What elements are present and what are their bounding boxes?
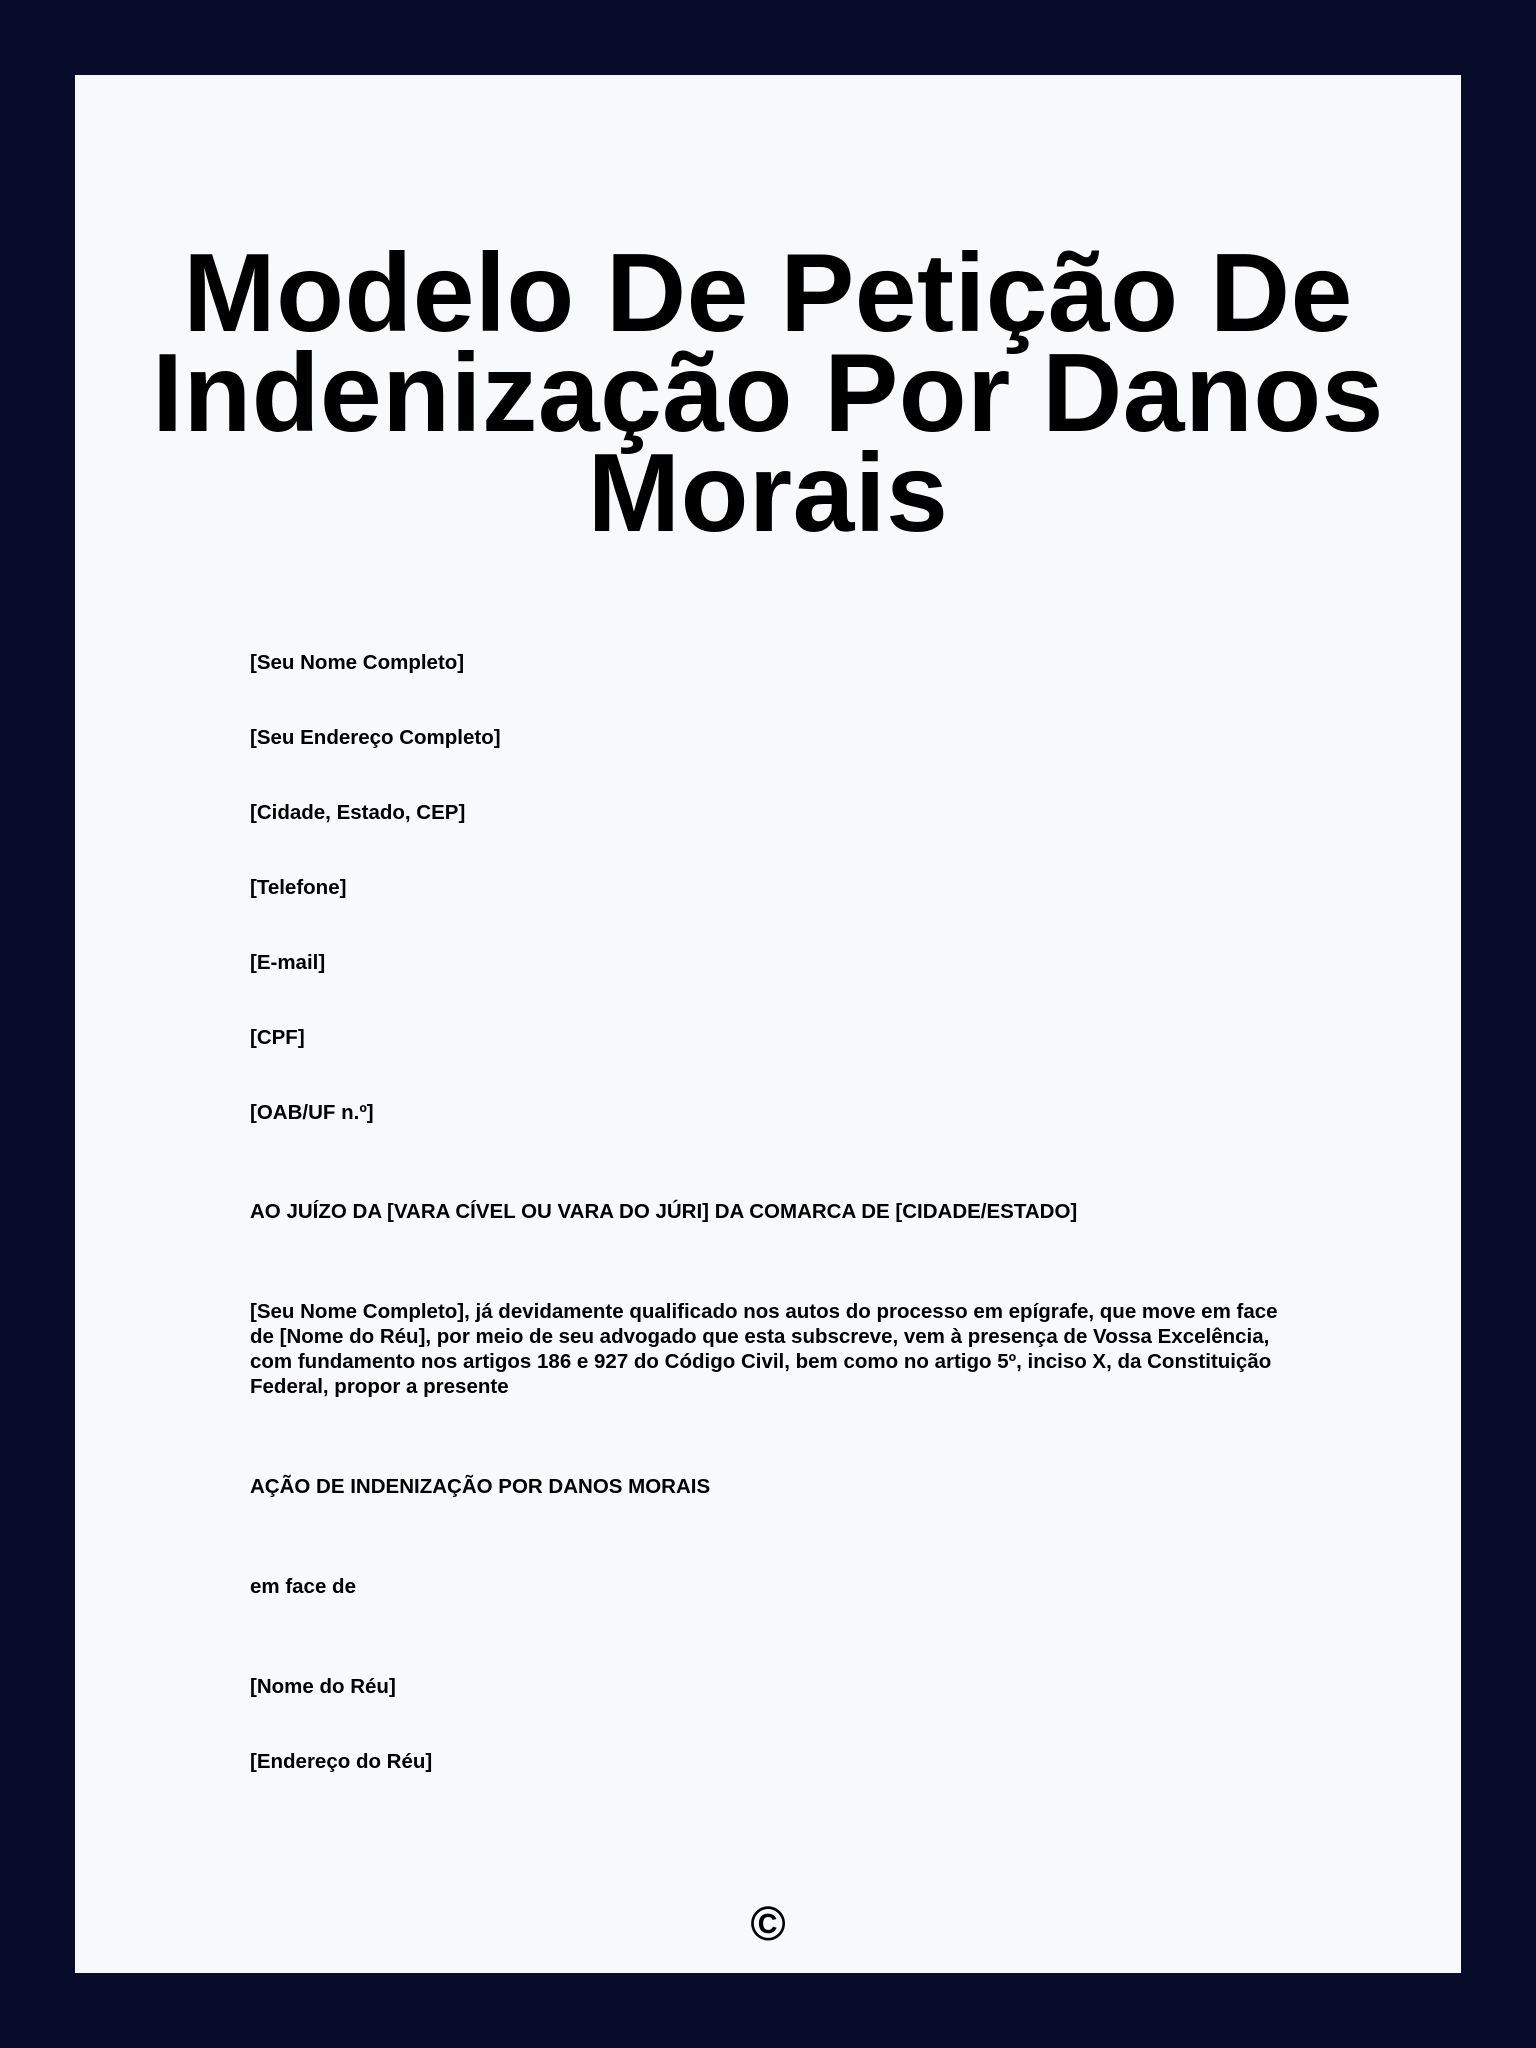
sender-cpf: [CPF] (250, 1026, 305, 1049)
copyright-icon: © (750, 1898, 786, 1951)
defendant-address: [Endereço do Réu] (250, 1750, 433, 1773)
sender-phone: [Telefone] (250, 876, 347, 899)
sender-address: [Seu Endereço Completo] (250, 726, 501, 749)
sender-city-state-zip: [Cidade, Estado, CEP] (250, 801, 466, 824)
action-title: AÇÃO DE INDENIZAÇÃO POR DANOS MORAIS (250, 1475, 711, 1498)
sender-name: [Seu Nome Completo] (250, 651, 465, 674)
document-page (75, 75, 1461, 1973)
document-title: Modelo De Petição De Indenização Por Danos Morais (152, 231, 1384, 555)
addressee-line: AO JUÍZO DA [VARA CÍVEL OU VARA DO JÚRI] DA COMARCA DE [CIDADE/ESTADO] (250, 1200, 1078, 1223)
sender-oab: [OAB/UF n.º] (250, 1101, 374, 1124)
intro-paragraph: [Seu Nome Completo], já devidamente qualificado nos autos do processo em epígrafe, que move em face de [Nome do Réu], por meio de seu advogado que esta subscreve, vem à presença de Vossa Excelência, com fundamento nos artigos 186 e 927 do Código Civil, bem como no artigo 5º, inciso X, da Constituição Federal, propor a presente (250, 1300, 1278, 1398)
against-label: em face de (250, 1575, 356, 1598)
sender-email: [E-mail] (250, 951, 326, 974)
defendant-name: [Nome do Réu] (250, 1675, 396, 1698)
